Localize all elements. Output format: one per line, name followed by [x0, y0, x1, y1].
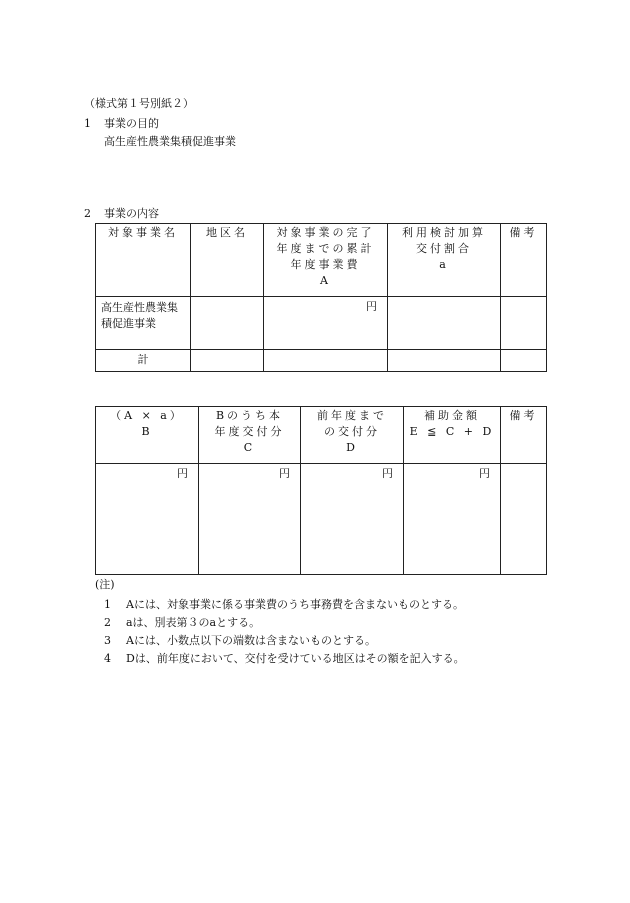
header-line: C	[243, 441, 256, 454]
header-grant-ratio	[388, 224, 501, 297]
header-line: B	[141, 425, 153, 438]
header-district-name: 地区名	[191, 224, 264, 297]
b-value-cell: 円	[96, 464, 199, 575]
district-cell	[191, 297, 264, 350]
header-line: （A × a）	[110, 409, 184, 422]
section2-heading: 事業の内容	[104, 207, 159, 220]
header-cumulative-cost	[264, 224, 388, 297]
project-table	[95, 223, 547, 372]
note-number: 4	[104, 652, 111, 665]
header-line: 補助金額	[424, 409, 480, 422]
section2-number: 2	[84, 207, 91, 220]
header-d	[301, 407, 404, 464]
note-number: 1	[104, 598, 111, 611]
header-line: 年度交付分	[214, 425, 285, 438]
note-number: 3	[104, 634, 111, 647]
project-name-line: 高生産性農業集	[101, 301, 178, 314]
header-b	[96, 407, 199, 464]
section1-heading: 事業の目的	[104, 117, 159, 130]
header-remarks: 備考	[501, 407, 547, 464]
project-name-cell	[96, 297, 191, 350]
e-value-cell: 円	[404, 464, 501, 575]
section1-purpose: 高生産性農業集積促進事業	[104, 135, 236, 148]
note-number: 2	[104, 616, 111, 629]
c-value-cell: 円	[199, 464, 301, 575]
total-remarks-cell	[501, 350, 547, 372]
notes-label: (注)	[95, 578, 115, 591]
total-district-cell	[191, 350, 264, 372]
header-line: 前年度まで	[317, 409, 387, 422]
remarks-cell	[501, 464, 547, 575]
note-text: Dは、前年度において、交付を受けている地区はその額を記入する。	[126, 652, 465, 665]
note-text: Aには、小数点以下の端数は含まないものとする。	[126, 634, 376, 647]
total-label: 計	[96, 350, 191, 372]
header-line: の交付分	[324, 425, 380, 438]
note-text: Aには、対象事業に係る事業費のうち事務費を含まないものとする。	[126, 598, 464, 611]
header-line: a	[439, 258, 449, 271]
header-line: 利用検討加算	[402, 226, 486, 239]
total-ratio-cell	[388, 350, 501, 372]
d-value-cell: 円	[301, 464, 404, 575]
note-text: aは、別表第３のaとする。	[126, 616, 261, 629]
header-line: Bのうち本	[215, 409, 284, 422]
header-line: 年度までの累計	[276, 242, 375, 255]
form-label: （様式第１号別紙２）	[84, 97, 194, 110]
grant-table	[95, 406, 547, 575]
remarks-cell	[501, 297, 547, 350]
header-line: A	[320, 274, 331, 287]
header-c	[199, 407, 301, 464]
ratio-cell	[388, 297, 501, 350]
header-line: D	[346, 441, 358, 454]
header-line: 年度事業費	[290, 258, 361, 271]
project-name-line: 積促進事業	[101, 317, 156, 330]
header-line: 対象事業の完了	[276, 226, 375, 239]
header-remarks: 備考	[501, 224, 547, 297]
header-line: 交付割合	[416, 242, 472, 255]
section1-number: 1	[84, 117, 91, 130]
header-e	[404, 407, 501, 464]
header-project-name: 対象事業名	[96, 224, 191, 297]
total-cost-cell	[264, 350, 388, 372]
cost-cell: 円	[264, 297, 388, 350]
header-line: E ≦ C + D	[409, 425, 495, 438]
